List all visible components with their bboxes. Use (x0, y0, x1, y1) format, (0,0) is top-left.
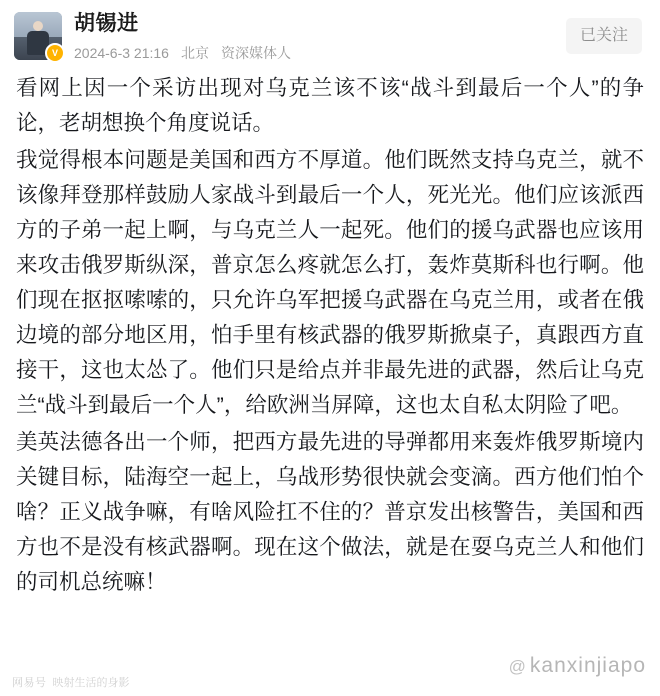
post-paragraph-3: 美英法德各出一个师，把西方最先进的导弹都用来轰炸俄罗斯境内关键目标，陆海空一起上，乌战形势很快就会变滴。西方他们怕个啥？正义战争嘛，有啥风险扛不住的？普京发出核警告，美国和西方也不是没有核武器啊。现在这个做法，就是在耍乌克兰人和他们的司机总统嘛！ (16, 430, 644, 594)
author-identity (74, 10, 566, 63)
avatar[interactable] (14, 12, 62, 60)
post-content (0, 67, 660, 600)
verified-badge-icon: V (45, 43, 65, 63)
follow-button[interactable]: 已关注 (566, 18, 642, 54)
post-paragraph-1: 看网上因一个采访出现对乌克兰该不该“战斗到最后一个人”的争论，老胡想换个角度说话。 (16, 76, 644, 135)
post-header (0, 0, 660, 67)
watermark-account-text: kanxinjiapo (529, 654, 646, 677)
avatar-person-head (33, 21, 43, 31)
platform-slogan: 映射生活的身影 (52, 677, 130, 689)
at-icon: @ (508, 657, 527, 676)
post-location: 北京 (180, 45, 209, 61)
author-title: 资深媒体人 (220, 45, 291, 61)
watermark-platform (12, 674, 130, 690)
post-meta (74, 43, 566, 63)
author-name[interactable]: 胡锡进 (74, 12, 139, 35)
post-timestamp: 2024-6-3 21:16 (74, 45, 169, 61)
watermark-account (509, 654, 646, 678)
post-paragraph-2: 我觉得根本问题是美国和西方不厚道。他们既然支持乌克兰，就不该像拜登那样鼓励人家战斗到最后一个人，死光光。他们应该派西方的子弟一起上啊，与乌克兰人一起死。他们的援乌武器也应该用来攻击俄罗斯纵深，普京怎么疼就怎么打，轰炸莫斯科也行啊。他们现在抠抠嗦嗦的，只允许乌军把援乌武器在乌克兰用，或者在俄边境的部分地区用，怕手里有核武器的俄罗斯掀桌子，真跟西方直接干，这也太怂了。他们只是给点并非最先进的武器，然后让乌克兰“战斗到最后一个人”，给欧洲当屏障，这也太自私太阴险了吧。 (16, 148, 644, 417)
platform-logo: 网易号 (12, 677, 47, 689)
